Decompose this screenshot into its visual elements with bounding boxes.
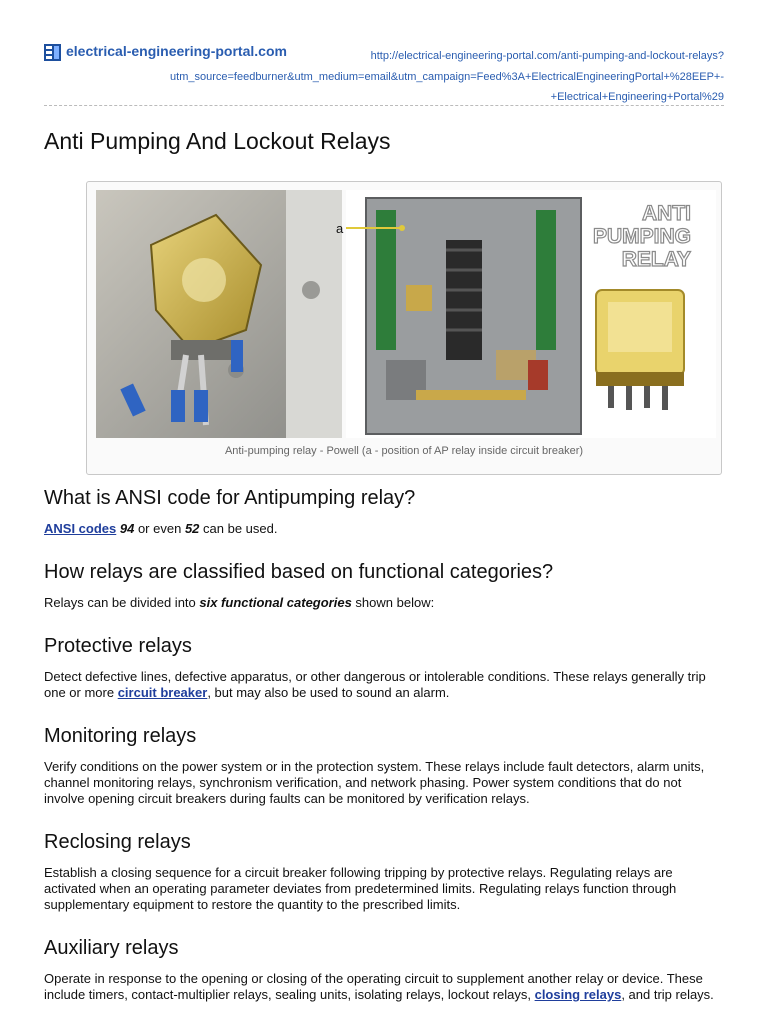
section-ansi <box>44 487 724 537</box>
site-name-link[interactable]: electrical-engineering-portal.com <box>66 43 287 59</box>
overlay-line-3: RELAY <box>621 248 691 271</box>
overlay-line-1: ANTI <box>642 202 691 225</box>
source-url[interactable] <box>84 46 724 108</box>
heading-reclosing: Reclosing relays <box>44 831 191 853</box>
section-reclosing <box>44 831 724 913</box>
article-figure <box>86 181 722 475</box>
classification-emphasis: six functional categories <box>199 595 352 610</box>
section-classification <box>44 561 724 611</box>
protective-paragraph <box>44 669 724 701</box>
ansi-text-1: or even <box>134 521 185 536</box>
heading-auxiliary: Auxiliary relays <box>44 937 179 959</box>
protective-text-after: , but may also be used to sound an alarm. <box>207 685 450 700</box>
relay-closeup-photo <box>96 190 342 438</box>
monitoring-paragraph: Verify conditions on the power system or in the protection system. These relays include fault detectors, alarm units, channel monitoring relays, synchronism verification, and network phasing. Power system conditions that do not involve opening circuit breakers during faults can be monitored by verification relays. <box>44 759 705 806</box>
heading-ansi: What is ANSI code for Antipumping relay? <box>44 487 416 509</box>
ansi-codes-link[interactable]: ANSI codes <box>44 521 117 536</box>
heading-monitoring: Monitoring relays <box>44 725 197 747</box>
auxiliary-text-before: Operate in response to the opening or closing of the operating circuit to supplement another relay or device. These include timers, contact-multiplier relays, sealing units, isolating relays, lockout relays, <box>44 971 703 1002</box>
url-line-1: http://electrical-engineering-portal.com/anti-pumping-and-lockout-relays? <box>370 50 724 62</box>
heading-classification: How relays are classified based on functional categories? <box>44 561 554 583</box>
figure-caption: Anti-pumping relay - Powell (a - position of AP relay inside circuit breaker) <box>224 445 584 457</box>
ansi-paragraph <box>44 521 724 537</box>
ansi-text-2: can be used. <box>199 521 278 536</box>
url-line-2: utm_source=feedburner&utm_medium=email&utm_campaign=Feed%3A+ElectricalEngineeringPortal+%28EEP+- <box>170 70 724 83</box>
auxiliary-text-after: , and trip relays. <box>621 987 714 1002</box>
auxiliary-paragraph <box>44 971 724 1003</box>
site-logo-icon <box>44 44 61 61</box>
article-title: Anti Pumping And Lockout Relays <box>44 128 391 154</box>
url-line-3: +Electrical+Engineering+Portal%29 <box>550 91 724 103</box>
reclosing-paragraph: Establish a closing sequence for a circuit breaker following tripping by protective relays. Regulating relays are activated when an operating parameter deviates from predetermined limits. Regulating relays function through supplementary equipment to restore the quantity to the prescribed limits. <box>44 865 677 912</box>
circuit-breaker-link[interactable]: circuit breaker <box>117 685 208 700</box>
classification-text-after: shown below: <box>351 595 435 610</box>
section-auxiliary <box>44 937 724 1003</box>
page-header <box>44 42 724 106</box>
closing-relays-link[interactable]: closing relays <box>534 987 622 1002</box>
classification-paragraph <box>44 595 724 611</box>
protective-text-before: Detect defective lines, defective apparatus, or other dangerous or intolerable conditions. These relays generally trip one or more <box>44 669 706 700</box>
overlay-line-2: PUMPING <box>592 225 691 248</box>
heading-protective: Protective relays <box>44 635 192 657</box>
classification-text-before: Relays can be divided into <box>44 595 200 610</box>
ansi-code-94: 94 <box>119 521 135 536</box>
circuit-breaker-photo <box>336 190 716 438</box>
section-protective <box>44 635 724 701</box>
figure-marker-label: a <box>336 221 344 236</box>
ansi-code-52: 52 <box>184 521 200 536</box>
section-monitoring <box>44 725 724 807</box>
